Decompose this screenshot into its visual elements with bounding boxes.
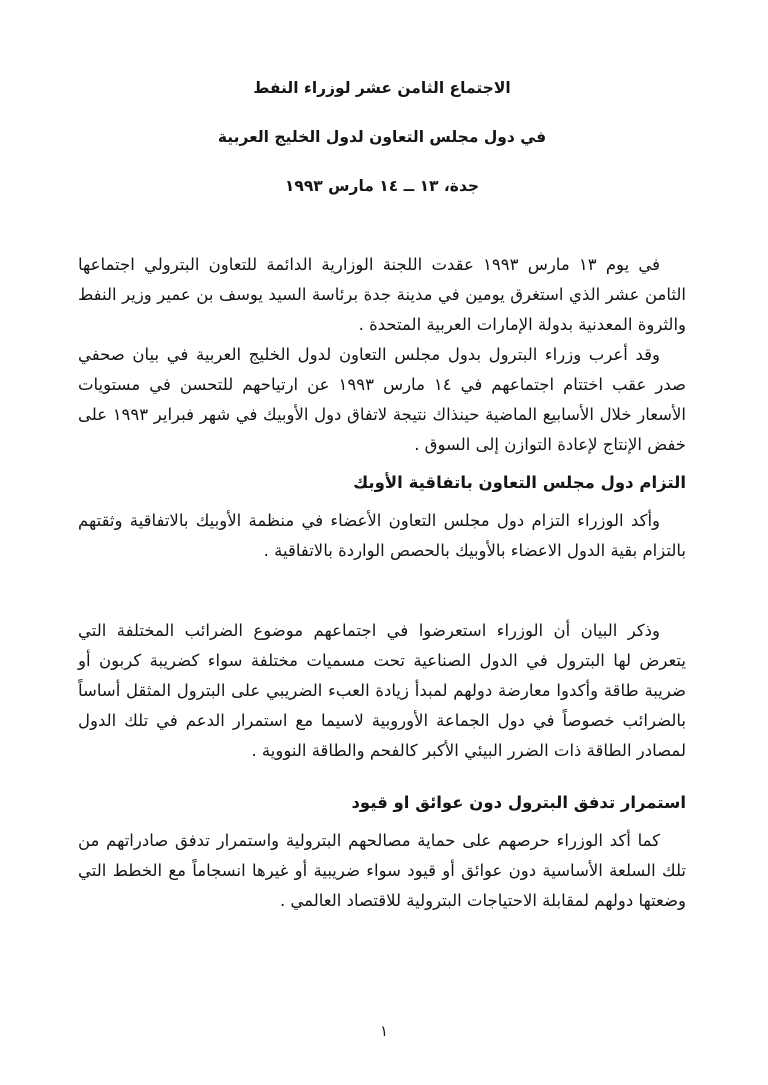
paragraph-meeting-held: في يوم ١٣ مارس ١٩٩٣ عقدت اللجنة الوزارية الدائمة للتعاون البترولي اجتماعها الثامن عشر الذي استغرق يومين في مدينة جدة برئاسة السيد يوسف بن عمير وزير النفط والثروة المعدنية بدولة الإمارات العربية المتحدة . — [78, 255, 686, 334]
title-line-organization: في دول مجلس التعاون لدول الخليج العربية — [217, 128, 547, 146]
section-heading-opec-commitment: التزام دول مجلس التعاون باتفاقية الأوبك — [353, 473, 686, 492]
section-heading-oil-flow: استمرار تدفق البترول دون عوائق او قيود — [351, 793, 686, 812]
paragraph-oil-flow: كما أكد الوزراء حرصهم على حماية مصالحهم البترولية واستمرار تدفق صادراتهم من تلك السلعة الأساسية دون عوائق أو قيود سواء ضريبية أو غيرها انسجاماً مع الخطط التي وضعتها دولهم لمقابلة الاحتياجات البترولية للاقتصاد العالمي . — [78, 831, 686, 910]
page-number: ١ — [379, 1022, 389, 1040]
document-title — [78, 78, 686, 196]
paragraph-press-statement: وقد أعرب وزراء البترول بدول مجلس التعاون لدول الخليج العربية في بيان صحفي صدر عقب اختتام اجتماعهم في ١٤ مارس ١٩٩٣ عن ارتياحهم للتحسن في مستويات الأسعار خلال الأسابيع الماضية حينذاك نتيجة لاتفاق دول الأوبيك في شهر فبراير ١٩٩٣ على خفض الإنتاج لإعادة التوازن إلى السوق . — [78, 345, 686, 454]
title-line-meeting: الاجتماع الثامن عشر لوزراء النفط — [253, 79, 511, 97]
vertical-gap — [78, 566, 686, 616]
paragraph-opec-commitment: وأكد الوزراء التزام دول مجلس التعاون الأعضاء في منظمة الأوبيك بالاتفاقية وثقتهم بالتزام بقية الدول الاعضاء بالأوبيك بالحصص الواردة بالاتفاقية . — [78, 511, 686, 560]
paragraph-taxes-review: وذكر البيان أن الوزراء استعرضوا في اجتماعهم موضوع الضرائب المختلفة التي يتعرض لها البترول في الدول الصناعية تحت مسميات مختلفة سواء كضريبة كربون أو ضريبة طاقة وأكدوا معارضة دولهم لمبدأ زيادة العبء الضريبي على البترول المثقل أساساً بالضرائب خصوصاً في دول الجماعة الأوروبية لاسيما مع استمرار الدعم في تلك الدول لمصادر الطاقة ذات الضرر البيئي الأكبر كالفحم والطاقة النووية . — [78, 621, 686, 760]
vertical-gap — [78, 766, 686, 780]
title-line-date-location: جدة، ١٣ ــ ١٤ مارس ١٩٩٣ — [284, 177, 480, 195]
document-body — [78, 250, 686, 916]
